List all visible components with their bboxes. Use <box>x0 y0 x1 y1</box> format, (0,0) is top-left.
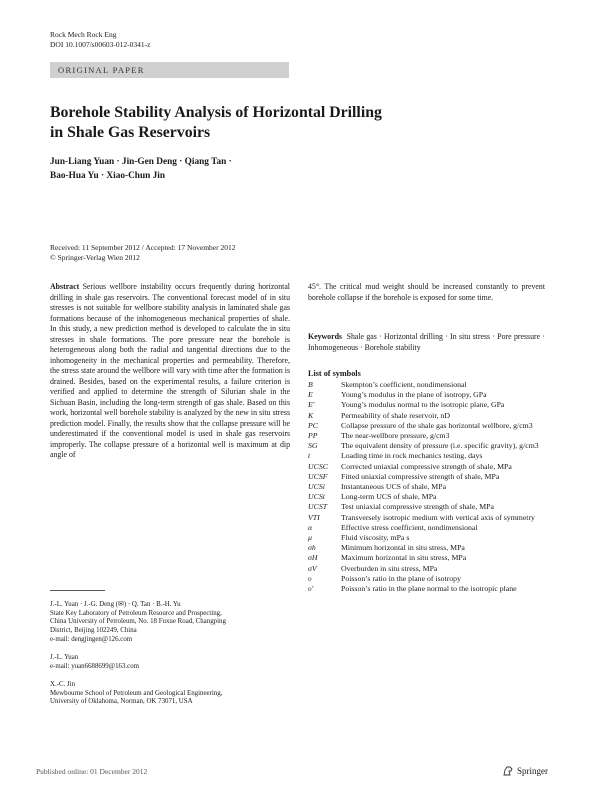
symbol: UCSt <box>308 492 325 502</box>
symbol-definition: Minimum horizontal in situ stress, MPa <box>341 543 465 553</box>
keywords <box>308 332 545 353</box>
symbol-definition: Overburden in situ stress, MPa <box>341 563 438 573</box>
affiliation-line: Mewbourne School of Petroleum and Geological Engineering, <box>50 689 223 697</box>
symbol-row <box>308 411 548 421</box>
footnote-rule <box>50 590 105 591</box>
symbol-definition: Transversely isotropic medium with vertical axis of symmetry <box>341 512 535 522</box>
symbol: PC <box>308 420 318 430</box>
affiliation-2 <box>50 654 290 671</box>
affiliation-3 <box>50 681 290 707</box>
symbol-definition: The equivalent density of pressure (i.e. specific gravity), g/cm3 <box>341 441 539 451</box>
affiliation-1 <box>50 601 290 645</box>
symbol: υ <box>308 573 312 583</box>
title-line: Borehole Stability Analysis of Horizontal Drilling <box>50 104 382 121</box>
symbol: UCST <box>308 502 328 512</box>
symbol-definition: Long-term UCS of shale, MPa <box>341 492 437 502</box>
affiliation-line: China University of Petroleum, No. 18 Fuxue Road, Changping <box>50 618 226 626</box>
symbol: υ′ <box>308 584 314 594</box>
symbol-row <box>308 482 548 492</box>
symbol-definition: Instantaneous UCS of shale, MPa <box>341 482 447 492</box>
symbol-definition: Fitted uniaxial compressive strength of shale, MPa <box>341 471 500 481</box>
springer-horse-icon <box>502 765 514 777</box>
received-info <box>50 243 236 263</box>
publisher-logo <box>502 765 548 777</box>
symbol-row <box>308 564 548 574</box>
keywords-text: Shale gas · Horizontal drilling · In situ stress · Pore pressure · Inhomogeneous · Borehole stability <box>308 332 546 352</box>
symbol-row <box>308 431 548 441</box>
symbol: σH <box>308 553 318 563</box>
journal-name: Rock Mech Rock Eng <box>50 30 117 39</box>
symbol: VTI <box>308 512 320 522</box>
affiliation-line: J.-L. Yuan · J.-G. Deng (✉) · Q. Tan · B.-H. Yu <box>50 601 181 608</box>
journal-header <box>50 30 150 50</box>
symbol-definition: Skempton’s coefficient, nondimensional <box>341 380 467 389</box>
symbol: E <box>308 390 313 400</box>
symbol-row <box>308 421 548 431</box>
symbol-row <box>308 451 548 461</box>
symbol-row <box>308 543 548 553</box>
authors-line: Bao-Hua Yu · Xiao-Chun Jin <box>50 170 166 181</box>
affiliation-line: District, Beijing 102249, China <box>50 627 137 635</box>
symbols-heading: List of symbols <box>308 369 361 378</box>
symbol: t <box>308 451 311 461</box>
symbol-row <box>308 390 548 400</box>
abstract <box>50 282 290 554</box>
symbol-definition: Fluid viscosity, mPa s <box>341 533 410 543</box>
symbol-row <box>308 523 548 533</box>
symbol-row <box>308 441 548 451</box>
affiliation-line: State Key Laboratory of Petroleum Resource and Prospecting, <box>50 609 222 617</box>
copyright: © Springer-Verlag Wien 2012 <box>50 253 140 262</box>
symbol-definition: Effective stress coefficient, nondimensional <box>341 522 478 532</box>
affiliation-line: e-mail: yuan6688699@163.com <box>50 662 140 670</box>
symbol: σV <box>308 563 317 573</box>
symbol: PP <box>308 431 318 441</box>
abstract-continuation: 45°. The critical mud weight should be increased constantly to prevent borehole collapse if the borehole is exposed for some time. <box>308 282 545 302</box>
affiliation-line: e-mail: dengjingen@126.com <box>50 635 133 643</box>
symbol-definition: Poisson’s ratio in the plane of isotropy <box>341 573 461 583</box>
keywords-label: Keywords <box>308 332 342 341</box>
symbol-definition: The near-wellbore pressure, g/cm3 <box>341 431 450 441</box>
symbol: K <box>308 410 314 420</box>
symbol-row <box>308 533 548 543</box>
symbol: UCSi <box>308 482 325 492</box>
abstract-text: Serious wellbore instability occurs frequently during horizontal drilling in shale gas reservoirs. The conventional forecast model of in situ stresses is not suitable for wellbore stability analysis in laminated shale gas formations because of the inhomogeneous mechanical properties of shale. In this study, a new prediction method is developed to calculate the in situ stresses in shale formations. The pore pressure near the borehole is heterogeneous along both the radial and tangential directions due to the inhomogeneity in the mechanical properties and permeability. Therefore, the stress state around the wellbore will vary with time after the formation is drained. Besides, based on the experimental results, a failure criterion is verified and applied to determine the strength of Silurian shale in the Sichuan Basin, including the long-term strength of gas shale. Based on this work, horizontal well borehole stability is analyzed by the new in situ stress prediction model. Finally, the results show that the collapse pressure will be underestimated if the conventional model is used in shale gas reservoirs improperly. The collapse pressure of a horizontal well is maximum at dip angle of <box>50 282 290 459</box>
section-band <box>50 62 289 78</box>
symbol-definition: Corrected uniaxial compressive strength of shale, MPa <box>341 461 512 471</box>
symbol-row <box>308 513 548 523</box>
authors-line: Jun-Liang Yuan · Jin-Gen Deng · Qiang Tan · <box>50 157 232 167</box>
symbol-row <box>308 400 548 410</box>
affiliation-line: J.-L. Yuan <box>50 654 79 661</box>
symbol-definition: Poisson’s ratio in the plane normal to the isotropic plane <box>341 584 517 594</box>
symbols-list <box>308 380 548 594</box>
author-list <box>50 156 350 183</box>
publisher-name: Springer <box>517 766 548 776</box>
symbol: SG <box>308 441 318 451</box>
paper-title <box>50 103 450 143</box>
symbol-row <box>308 502 548 512</box>
symbol-row <box>308 574 548 584</box>
symbol: σh <box>308 543 316 553</box>
symbol-definition: Collapse pressure of the shale gas horizontal wellbore, g/cm3 <box>341 420 533 430</box>
symbol: α <box>308 522 313 532</box>
symbol: μ <box>308 533 312 543</box>
abstract-label: Abstract <box>50 282 80 291</box>
symbol-row <box>308 380 548 390</box>
symbol: UCSC <box>308 461 328 471</box>
doi: DOI 10.1007/s00603-012-0341-z <box>50 40 151 49</box>
affiliation-line: University of Oklahoma, Norman, OK 73071, USA <box>50 698 193 706</box>
symbol-definition: Young’s modulus in the plane of isotropy, GPa <box>341 390 487 400</box>
symbol: UCSF <box>308 471 328 481</box>
title-line: in Shale Gas Reservoirs <box>50 124 211 141</box>
symbol: B <box>308 380 313 389</box>
symbol-definition: Maximum horizontal in situ stress, MPa <box>341 553 467 563</box>
received-date: Received: 11 September 2012 / Accepted: 17 November 2012 <box>50 243 236 252</box>
symbol-definition: Permeability of shale reservoir, nD <box>341 410 451 420</box>
symbol-row <box>308 492 548 502</box>
affiliation-line: X.-C. Jin <box>50 681 76 688</box>
symbol-definition: Test uniaxial compressive strength of shale, MPa <box>341 502 494 512</box>
symbol-row <box>308 584 548 594</box>
symbol-row <box>308 553 548 563</box>
symbol-row <box>308 472 548 482</box>
symbol-definition: Loading time in rock mechanics testing, days <box>341 451 483 461</box>
published-online: Published online: 01 December 2012 <box>36 767 148 776</box>
section-label: ORIGINAL PAPER <box>58 65 145 75</box>
symbol: E′ <box>308 400 315 410</box>
symbol-definition: Young’s modulus normal to the isotropic plane, GPa <box>341 400 505 410</box>
symbol-row <box>308 462 548 472</box>
